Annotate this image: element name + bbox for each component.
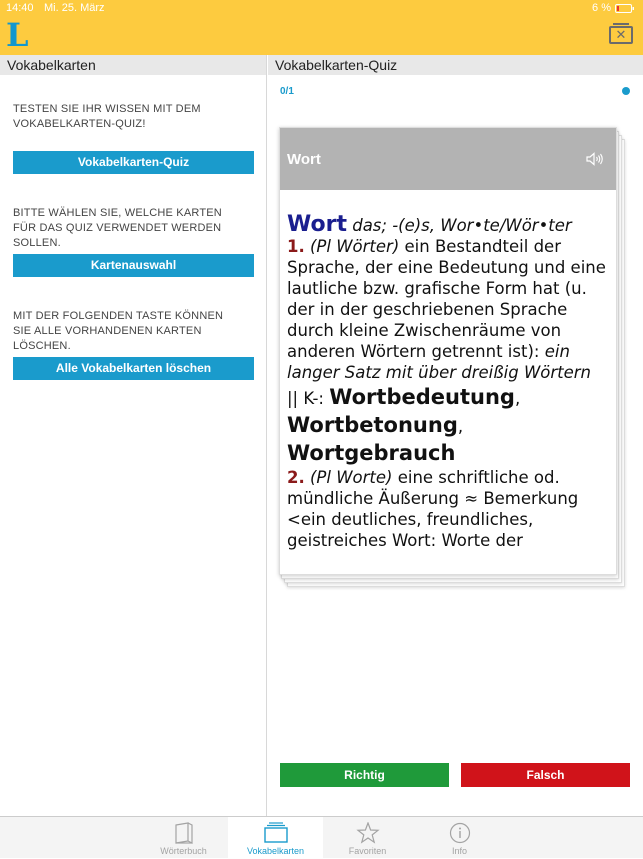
sense-2-number: 2. — [287, 468, 305, 487]
tab-info-label: Info — [451, 846, 467, 856]
dictionary-entry: Wort das; -(e)s, Wor•te/Wör•ter 1. (Pl Wörter) ein Bestandteil der Sprache, der eine Bedeutung und eine lautliche bzw. grafische Form hat (u. der in der geschriebenen Sprache durch kleine Zwischenräume von anderen Wörtern getrennt ist): ein langer Satz mit über dreißig Wörtern || K-: Wortbedeutung, Wortbetonung, Wortgebrauch 2. (Pl Worte) eine schriftliche od. mündliche Äußerung ≈ Bemerkung <ein deutliches, freundliches, geistreiches Wort: Worte der — [287, 212, 606, 550]
hint-quiz: TESTEN SIE IHR WISSEN MIT DEM VOKABELKARTEN-QUIZ! — [13, 103, 201, 130]
card-header — [280, 128, 616, 190]
flashcard[interactable] — [279, 127, 617, 575]
grammar-info: das; -(e)s, Wor•te/Wör•ter — [352, 216, 572, 235]
battery-icon — [615, 4, 635, 13]
quiz-pane — [268, 55, 643, 816]
quiz-progress: 0/1 — [280, 86, 294, 97]
card-word: Wort — [287, 151, 321, 168]
status-date: Mi. 25. März — [44, 2, 105, 14]
sense-2-definition: eine schriftliche od. mündliche Äußerung ≈ Bemerkung <ein deutliches, freundliches, geistreiches Wort: Worte der — [287, 468, 579, 550]
tab-flashcards-label: Vokabelkarten — [246, 846, 305, 856]
delete-all-button[interactable]: Alle Vokabelkarten löschen — [13, 357, 254, 380]
tab-dictionary-label: Wörterbuch — [160, 846, 207, 856]
hint-delete: MIT DER FOLGENDEN TASTE KÖNNEN SIE ALLE VORHANDENEN KARTEN LÖSCHEN. — [13, 310, 224, 352]
sense-1-example: ein langer Satz mit über dreißig Wörtern — [287, 342, 591, 382]
quiz-button[interactable]: Vokabelkarten-Quiz — [13, 151, 254, 174]
tab-favorites[interactable] — [320, 817, 415, 859]
compound-2: Wortbetonung — [287, 413, 458, 437]
compound-prefix: || K-: — [287, 389, 324, 408]
info-icon — [448, 822, 472, 844]
hint-selection: BITTE WÄHLEN SIE, WELCHE KARTEN FÜR DAS QUIZ VERWENDET WERDEN SOLLEN. — [13, 207, 222, 249]
card-selection-button[interactable]: Kartenauswahl — [13, 254, 254, 277]
star-icon — [356, 822, 380, 844]
progress-dot — [622, 87, 630, 95]
pane-title: Vokabelkarten — [0, 55, 266, 75]
sense-1-number: 1. — [287, 237, 305, 256]
battery-percent: 6 % — [592, 2, 611, 14]
tab-favorites-label: Favoriten — [348, 846, 387, 856]
compound-1: Wortbedeutung — [329, 385, 515, 409]
langenscheidt-logo: L — [6, 16, 29, 54]
status-time: 14:40 — [6, 2, 34, 14]
tab-flashcards[interactable] — [228, 817, 323, 859]
flashcard-stack[interactable] — [279, 127, 623, 585]
tab-dictionary[interactable] — [136, 817, 231, 859]
wrong-button[interactable]: Falsch — [461, 763, 630, 787]
status-battery — [592, 2, 635, 14]
headword: Wort — [287, 212, 347, 237]
correct-button[interactable]: Richtig — [280, 763, 449, 787]
flashcard-close-icon[interactable]: ✕ — [609, 26, 633, 44]
flashcards-pane — [0, 55, 267, 816]
compound-3: Wortgebrauch — [287, 441, 456, 465]
speaker-icon[interactable] — [586, 152, 604, 166]
book-icon — [172, 822, 196, 844]
status-bar — [0, 0, 643, 16]
sense-1-plural: (Pl Wörter) — [310, 237, 400, 256]
quiz-pane-title: Vokabelkarten-Quiz — [268, 55, 643, 75]
sense-1-definition: ein Bestandteil der Sprache, der eine Bedeutung und eine lautliche bzw. grafische Form hat (u. der in der geschriebenen Sprache durch kleine Zwischenräume von anderen Wörtern getrennt ist): — [287, 237, 606, 361]
flashcards-icon — [264, 822, 288, 844]
tab-bar — [0, 816, 643, 858]
sense-2-plural: (Pl Worte) — [310, 468, 393, 487]
tab-info[interactable] — [412, 817, 507, 859]
